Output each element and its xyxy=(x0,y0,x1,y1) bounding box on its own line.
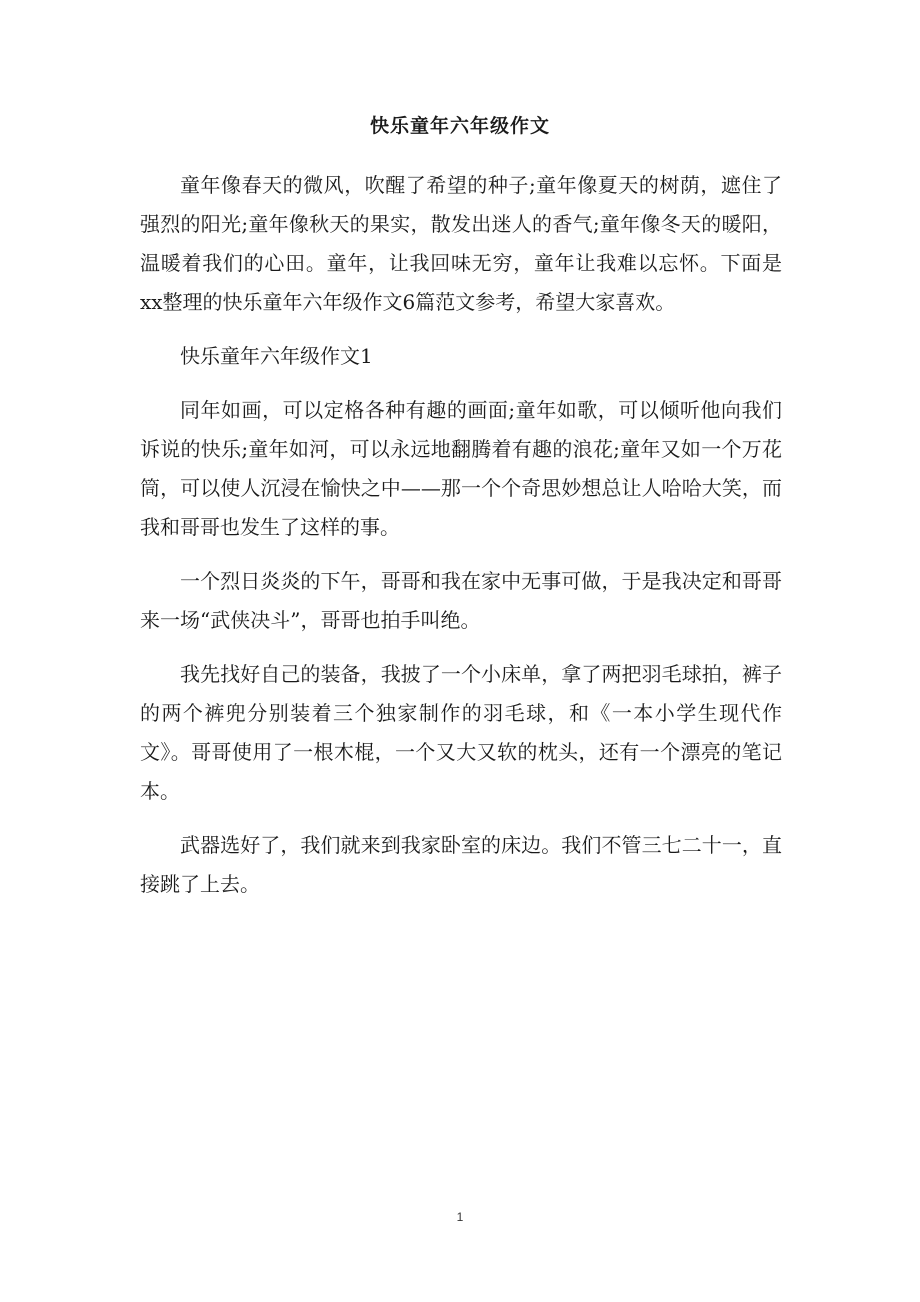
document-body xyxy=(140,166,782,919)
intro-paragraph: 童年像春天的微风，吹醒了希望的种子;童年像夏天的树荫，遮住了强烈的阳光;童年像秋天的果实，散发出迷人的香气;童年像冬天的暖阳，温暖着我们的心田。童年，让我回味无穷，童年让我难以忘怀。下面是xx整理的快乐童年六年级作文6篇范文参考，希望大家喜欢。 xyxy=(140,173,782,314)
paragraph: 我先找好自己的装备，我披了一个小床单，拿了两把羽毛球拍，裤子的两个裤兜分别装着三个独家制作的羽毛球，和《一本小学生现代作文》。哥哥使用了一根木棍，一个又大又软的枕头，还有一个漂亮的笔记本。 xyxy=(140,662,782,803)
section-heading: 快乐童年六年级作文1 xyxy=(180,344,373,368)
paragraph: 一个烈日炎炎的下午，哥哥和我在家中无事可做，于是我决定和哥哥来一场“武侠决斗”，哥哥也拍手叫绝。 xyxy=(140,569,782,632)
document-title: 快乐童年六年级作文 xyxy=(369,115,550,137)
paragraph: 武器选好了，我们就来到我家卧室的床边。我们不管三七二十一，直接跳了上去。 xyxy=(140,833,782,896)
paragraph: 同年如画，可以定格各种有趣的画面;童年如歌，可以倾听他向我们诉说的快乐;童年如河，可以永远地翻腾着有趣的浪花;童年又如一个万花筒，可以使人沉浸在愉快之中——那一个个奇思妙想总让人哈哈大笑，而我和哥哥也发生了这样的事。 xyxy=(140,398,782,539)
page-number: 1 xyxy=(456,1210,464,1224)
